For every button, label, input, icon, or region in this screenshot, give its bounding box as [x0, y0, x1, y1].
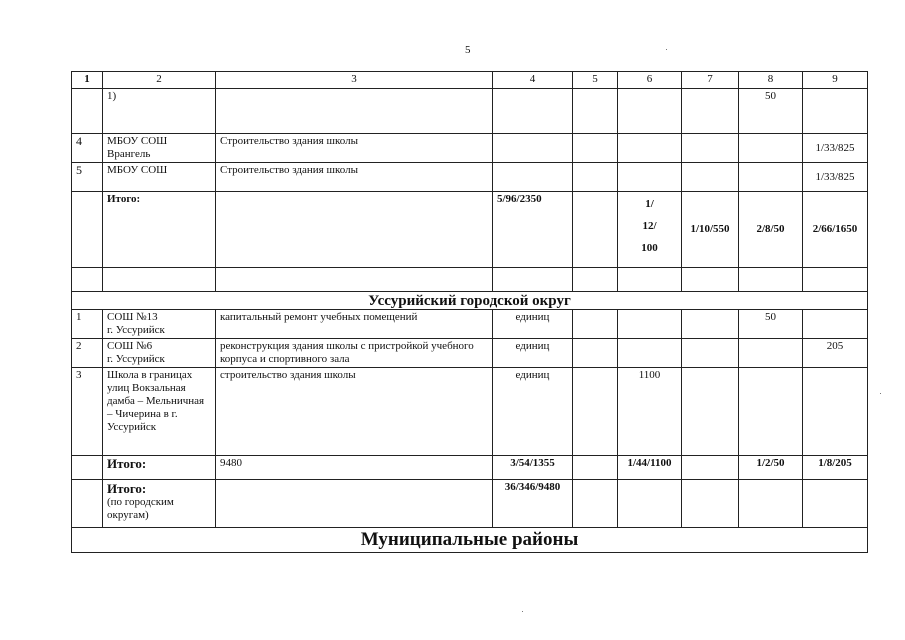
cell: 1/33/825 — [803, 134, 868, 163]
unit: единиц — [493, 339, 573, 368]
work-type: строительство здания школы — [216, 368, 493, 456]
cell: 205 — [803, 339, 868, 368]
row-number: 2 — [72, 339, 103, 368]
cell — [803, 368, 868, 456]
empty-row — [72, 268, 868, 292]
total-row — [72, 456, 868, 480]
work-type: Строительство здания школы — [216, 134, 493, 163]
total-row — [72, 192, 868, 268]
school-name: СОШ №13 г. Уссурийск — [103, 310, 216, 339]
row-number: 3 — [72, 368, 103, 456]
cell: 5/96/2350 — [493, 192, 573, 268]
work-type: капитальный ремонт учебных помещений — [216, 310, 493, 339]
cell-line: 12/ — [642, 220, 657, 232]
table-row — [72, 339, 868, 368]
total-row — [72, 480, 868, 528]
row-number: 5 — [72, 163, 103, 192]
cell-line: 1/ — [645, 198, 654, 210]
cell — [739, 339, 803, 368]
cell: 1/8/205 — [803, 456, 868, 480]
table-row — [72, 310, 868, 339]
school-construction-table — [71, 71, 868, 553]
cell: 3/54/1355 — [493, 456, 573, 480]
header-cell: 2 — [103, 72, 216, 89]
total-label: Итого: — [107, 481, 147, 496]
row-number: 1 — [72, 310, 103, 339]
cell: 9480 — [216, 456, 493, 480]
cell: 36/346/9480 — [493, 480, 573, 528]
header-cell: 8 — [739, 72, 803, 89]
table-row — [72, 368, 868, 456]
total-label: Итого: — [103, 192, 216, 268]
cell: 2/66/1650 — [803, 192, 868, 268]
row-number: 4 — [72, 134, 103, 163]
cell: 1/44/1100 — [618, 456, 682, 480]
unit: единиц — [493, 310, 573, 339]
cell: 50 — [739, 310, 803, 339]
table-row — [72, 89, 868, 134]
cell: 1/2/50 — [739, 456, 803, 480]
cell: 1/10/550 — [682, 192, 739, 268]
work-type: реконструкция здания школы с пристройкой учебного корпуса и спортивного зала — [216, 339, 493, 368]
cell: 1100 — [618, 368, 682, 456]
table-row — [72, 163, 868, 192]
section-title-municipal: Муниципальные районы — [72, 528, 868, 553]
header-cell: 1 — [72, 72, 103, 89]
cell-line: 100 — [641, 242, 658, 254]
section-row — [72, 292, 868, 310]
table-row — [72, 134, 868, 163]
header-cell: 4 — [493, 72, 573, 89]
work-type: Строительство здания школы — [216, 163, 493, 192]
header-row — [72, 72, 868, 89]
header-cell: 3 — [216, 72, 493, 89]
cell — [618, 310, 682, 339]
scan-speck — [666, 49, 667, 50]
header-cell: 7 — [682, 72, 739, 89]
cell: 2/8/50 — [739, 192, 803, 268]
section-row — [72, 528, 868, 553]
unit: единиц — [493, 368, 573, 456]
page-number: 5 — [465, 44, 471, 56]
cell — [618, 192, 682, 268]
section-title-ussuriysk: Уссурийский городской округ — [72, 292, 868, 310]
cell: 1) — [103, 89, 216, 134]
school-name: СОШ №6 г. Уссурийск — [103, 339, 216, 368]
cell — [803, 310, 868, 339]
cell: 1/33/825 — [803, 163, 868, 192]
cell: 50 — [739, 89, 803, 134]
header-cell: 9 — [803, 72, 868, 89]
cell — [618, 339, 682, 368]
total-sublabel: (по городским округам) — [107, 496, 174, 521]
grand-total-cell — [103, 480, 216, 528]
school-name: Школа в границах улиц Вокзальная дамба – Мельничная – Чичерина в г. Уссурийск — [103, 368, 216, 456]
total-label: Итого: — [103, 456, 216, 480]
school-name: МБОУ СОШ — [103, 163, 216, 192]
school-name: МБОУ СОШ Врангель — [103, 134, 216, 163]
scan-speck — [880, 393, 881, 394]
header-cell: 6 — [618, 72, 682, 89]
cell — [739, 368, 803, 456]
header-cell: 5 — [573, 72, 618, 89]
scan-speck — [522, 611, 523, 612]
